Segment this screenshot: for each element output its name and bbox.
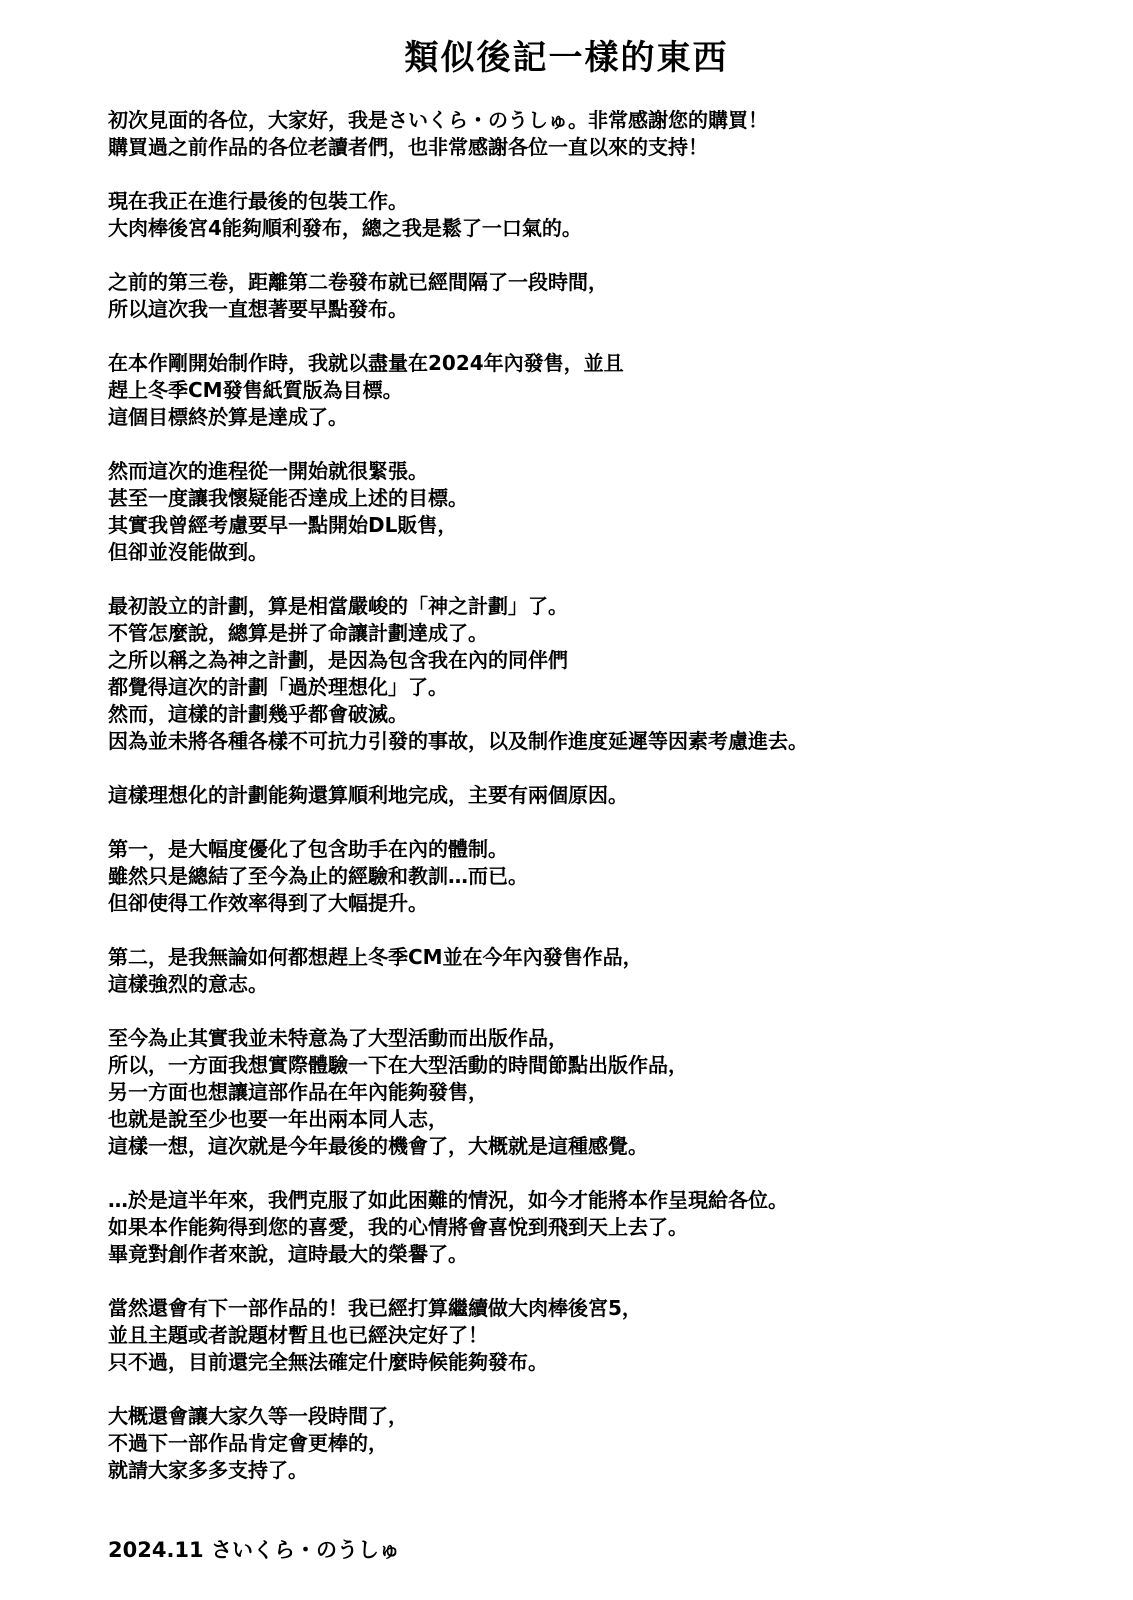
paragraph-4 — [108, 350, 1108, 431]
paragraph-8 — [108, 836, 1108, 917]
text-line: 並且主題或者說題材暫且也已經決定好了！ — [108, 1323, 488, 1347]
text-line: …於是這半年來，我們克服了如此困難的情況，如今才能將本作呈現給各位。 — [108, 1188, 788, 1212]
afterword-body — [108, 107, 1108, 1511]
text-line: 至今為止其實我並未特意為了大型活動而出版作品， — [108, 1026, 568, 1050]
text-line: 都覺得這次的計劃「過於理想化」了。 — [108, 675, 448, 699]
text-line: 但卻並沒能做到。 — [108, 540, 268, 564]
paragraph-11 — [108, 1187, 1108, 1268]
text-line: 所以這次我一直想著要早點發布。 — [108, 297, 408, 321]
text-line: 這個目標終於算是達成了。 — [108, 405, 348, 429]
text-line: 只不過，目前還完全無法確定什麼時候能夠發布。 — [108, 1350, 548, 1374]
paragraph-2 — [108, 188, 1108, 242]
text-line: 另一方面也想讓這部作品在年內能夠發售， — [108, 1080, 488, 1104]
text-line: 就請大家多多支持了。 — [108, 1458, 308, 1482]
text-line: 這樣一想，這次就是今年最後的機會了，大概就是這種感覺。 — [108, 1134, 648, 1158]
text-line: 然而這次的進程從一開始就很緊張。 — [108, 459, 428, 483]
text-line: 如果本作能夠得到您的喜愛，我的心情將會喜悅到飛到天上去了。 — [108, 1215, 688, 1239]
paragraph-10 — [108, 1025, 1108, 1160]
paragraph-5 — [108, 458, 1108, 566]
text-line: 其實我曾經考慮要早一點開始DL販售， — [108, 513, 458, 537]
text-line: 初次見面的各位，大家好，我是さいくら・のうしゅ。非常感謝您的購買！ — [108, 108, 768, 132]
text-line: 但卻使得工作效率得到了大幅提升。 — [108, 891, 428, 915]
paragraph-13 — [108, 1403, 1108, 1484]
paragraph-1 — [108, 107, 1108, 161]
text-line: 不管怎麼說，總算是拼了命讓計劃達成了。 — [108, 621, 488, 645]
text-line: 這樣理想化的計劃能夠還算順利地完成，主要有兩個原因。 — [108, 783, 628, 807]
page-title: 類似後記一樣的東西 — [404, 38, 729, 78]
text-line: 因為並未將各種各樣不可抗力引發的事故，以及制作進度延遲等因素考慮進去。 — [108, 729, 808, 753]
paragraph-7 — [108, 782, 1108, 809]
text-line: 趕上冬季CM發售紙質版為目標。 — [108, 378, 403, 402]
text-line: 然而，這樣的計劃幾乎都會破滅。 — [108, 702, 408, 726]
text-line: 之所以稱之為神之計劃，是因為包含我在內的同伴們 — [108, 648, 568, 672]
text-line: 甚至一度讓我懷疑能否達成上述的目標。 — [108, 486, 468, 510]
text-line: 在本作剛開始制作時，我就以盡量在2024年內發售，並且 — [108, 351, 624, 375]
text-line: 購買過之前作品的各位老讀者們，也非常感謝各位一直以來的支持！ — [108, 135, 708, 159]
text-line: 也就是說至少也要一年出兩本同人志， — [108, 1107, 448, 1131]
paragraph-12 — [108, 1295, 1108, 1376]
text-line: 畢竟對創作者來說，這時最大的榮譽了。 — [108, 1242, 468, 1266]
text-line: 所以，一方面我想實際體驗一下在大型活動的時間節點出版作品， — [108, 1053, 688, 1077]
paragraph-9 — [108, 944, 1108, 998]
paragraph-6 — [108, 593, 1108, 755]
text-line: 最初設立的計劃，算是相當嚴峻的「神之計劃」了。 — [108, 594, 568, 618]
text-line: 當然還會有下一部作品的！我已經打算繼續做大肉棒後宮5， — [108, 1296, 642, 1320]
paragraph-3 — [108, 269, 1108, 323]
text-line: 不過下一部作品肯定會更棒的， — [108, 1431, 388, 1455]
text-line: 大概還會讓大家久等一段時間了， — [108, 1404, 408, 1428]
text-line: 這樣強烈的意志。 — [108, 972, 268, 996]
text-line: 現在我正在進行最後的包裝工作。 — [108, 189, 408, 213]
text-line: 之前的第三卷，距離第二卷發布就已經間隔了一段時間， — [108, 270, 608, 294]
text-line: 雖然只是總結了至今為止的經驗和教訓…而已。 — [108, 864, 528, 888]
text-line: 大肉棒後宮4能夠順利發布，總之我是鬆了一口氣的。 — [108, 216, 582, 240]
text-line: 第一，是大幅度優化了包含助手在內的體制。 — [108, 837, 508, 861]
signature-date-author: 2024.11 さいくら・のうしゅ — [108, 1538, 400, 1562]
text-line: 第二，是我無論如何都想趕上冬季CM並在今年內發售作品， — [108, 945, 643, 969]
